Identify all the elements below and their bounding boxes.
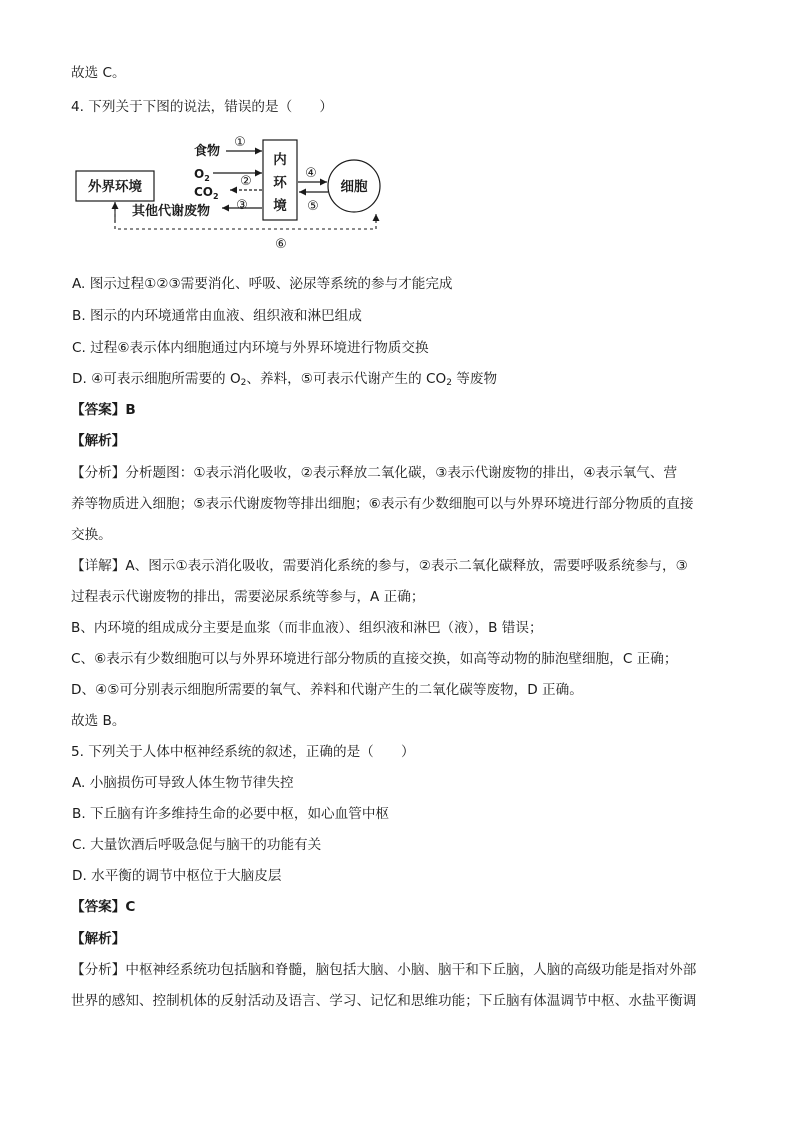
process-2-label: ② xyxy=(240,174,252,189)
question-5-stem: 5. 下列关于人体中枢神经系统的叙述，正确的是（ ） xyxy=(71,744,415,760)
analysis-heading-4: 【解析】 xyxy=(71,433,126,449)
o2-label: $O_2$ xyxy=(194,167,210,183)
question-4-stem: 4. 下列关于下图的说法，错误的是（ ） xyxy=(71,99,333,115)
internal-environment-label: 内 xyxy=(273,152,287,168)
detail-4-line: B、内环境的组成成分主要是血浆（而非血液）、组织液和淋巴（液），B 错误； xyxy=(71,620,543,636)
food-label: 食物 xyxy=(194,144,221,159)
option-5d: D. 水平衡的调节中枢位于大脑皮层 xyxy=(72,868,282,884)
analysis-5-line: 世界的感知、控制机体的反射活动及语言、学习、记忆和思维功能；下丘脑有体温调节中枢、水盐平衡调 xyxy=(71,993,697,1009)
process-6-label: ⑥ xyxy=(275,237,287,252)
detail-4-line: C、⑥表示有少数细胞可以与外界环境进行部分物质的直接交换，如高等动物的肺泡壁细胞，C 正确； xyxy=(71,651,678,667)
process-1-label: ① xyxy=(234,135,246,150)
internal-environment-label: 环 xyxy=(273,175,287,191)
waste-label: 其他代谢废物 xyxy=(132,204,211,219)
cell-label: 细胞 xyxy=(340,179,368,195)
analysis-4-line: 交换。 xyxy=(71,527,112,543)
detail-4-line: 【详解】A、图示①表示消化吸收，需要消化系统的参与，②表示二氧化碳释放，需要呼吸系统参与，③ xyxy=(71,558,688,574)
option-4c: C. 过程⑥表示体内细胞通过内环境与外界环境进行物质交换 xyxy=(72,340,429,356)
conclusion-4: 故选 B。 xyxy=(71,713,126,729)
option-4a: A. 图示过程①②③需要消化、呼吸、泌尿等系统的参与才能完成 xyxy=(72,276,453,292)
analysis-4-line: 【分析】分析题图：①表示消化吸收，②表示释放二氧化碳，③表示代谢废物的排出，④表示氧气、营 xyxy=(71,465,678,481)
option-5b: B. 下丘脑有许多维持生命的必要中枢，如心血管中枢 xyxy=(72,806,390,822)
analysis-5-line: 【分析】中枢神经系统功包括脑和脊髓，脑包括大脑、小脑、脑干和下丘脑，人脑的高级功能是指对外部 xyxy=(71,962,697,978)
answer-5: 【答案】C xyxy=(71,899,136,915)
option-5c: C. 大量饮酒后呼吸急促与脑干的功能有关 xyxy=(72,837,322,853)
internal-environment-label: 境 xyxy=(273,198,287,214)
detail-4-line: 过程表示代谢废物的排出，需要泌尿系统等参与，A 正确； xyxy=(71,589,425,605)
internal-environment-diagram xyxy=(70,132,400,258)
option-5a: A. 小脑损伤可导致人体生物节律失控 xyxy=(72,775,294,791)
answer-4: 【答案】B xyxy=(71,402,136,418)
co2-label: $CO_2$ xyxy=(194,185,219,201)
option-4b: B. 图示的内环境通常由血液、组织液和淋巴组成 xyxy=(72,308,362,324)
analysis-4-line: 养等物质进入细胞；⑤表示代谢废物等排出细胞；⑥表示有少数细胞可以与外界环境进行部分物质的直接 xyxy=(71,496,694,512)
option-4d: D. ④可表示细胞所需要的 $O_2$、养料，⑤可表示代谢产生的 $CO_2$ 等废物 xyxy=(72,371,498,388)
process-3-label: ③ xyxy=(236,198,248,213)
process-4-label: ④ xyxy=(305,166,317,181)
process-5-label: ⑤ xyxy=(307,199,319,214)
detail-4-line: D、④⑤可分别表示细胞所需要的氧气、养料和代谢产生的二氧化碳等废物，D 正确。 xyxy=(71,682,583,698)
analysis-heading-5: 【解析】 xyxy=(71,931,126,947)
outer-environment-label: 外界环境 xyxy=(88,179,142,195)
text-line: 故选 C。 xyxy=(71,65,126,81)
